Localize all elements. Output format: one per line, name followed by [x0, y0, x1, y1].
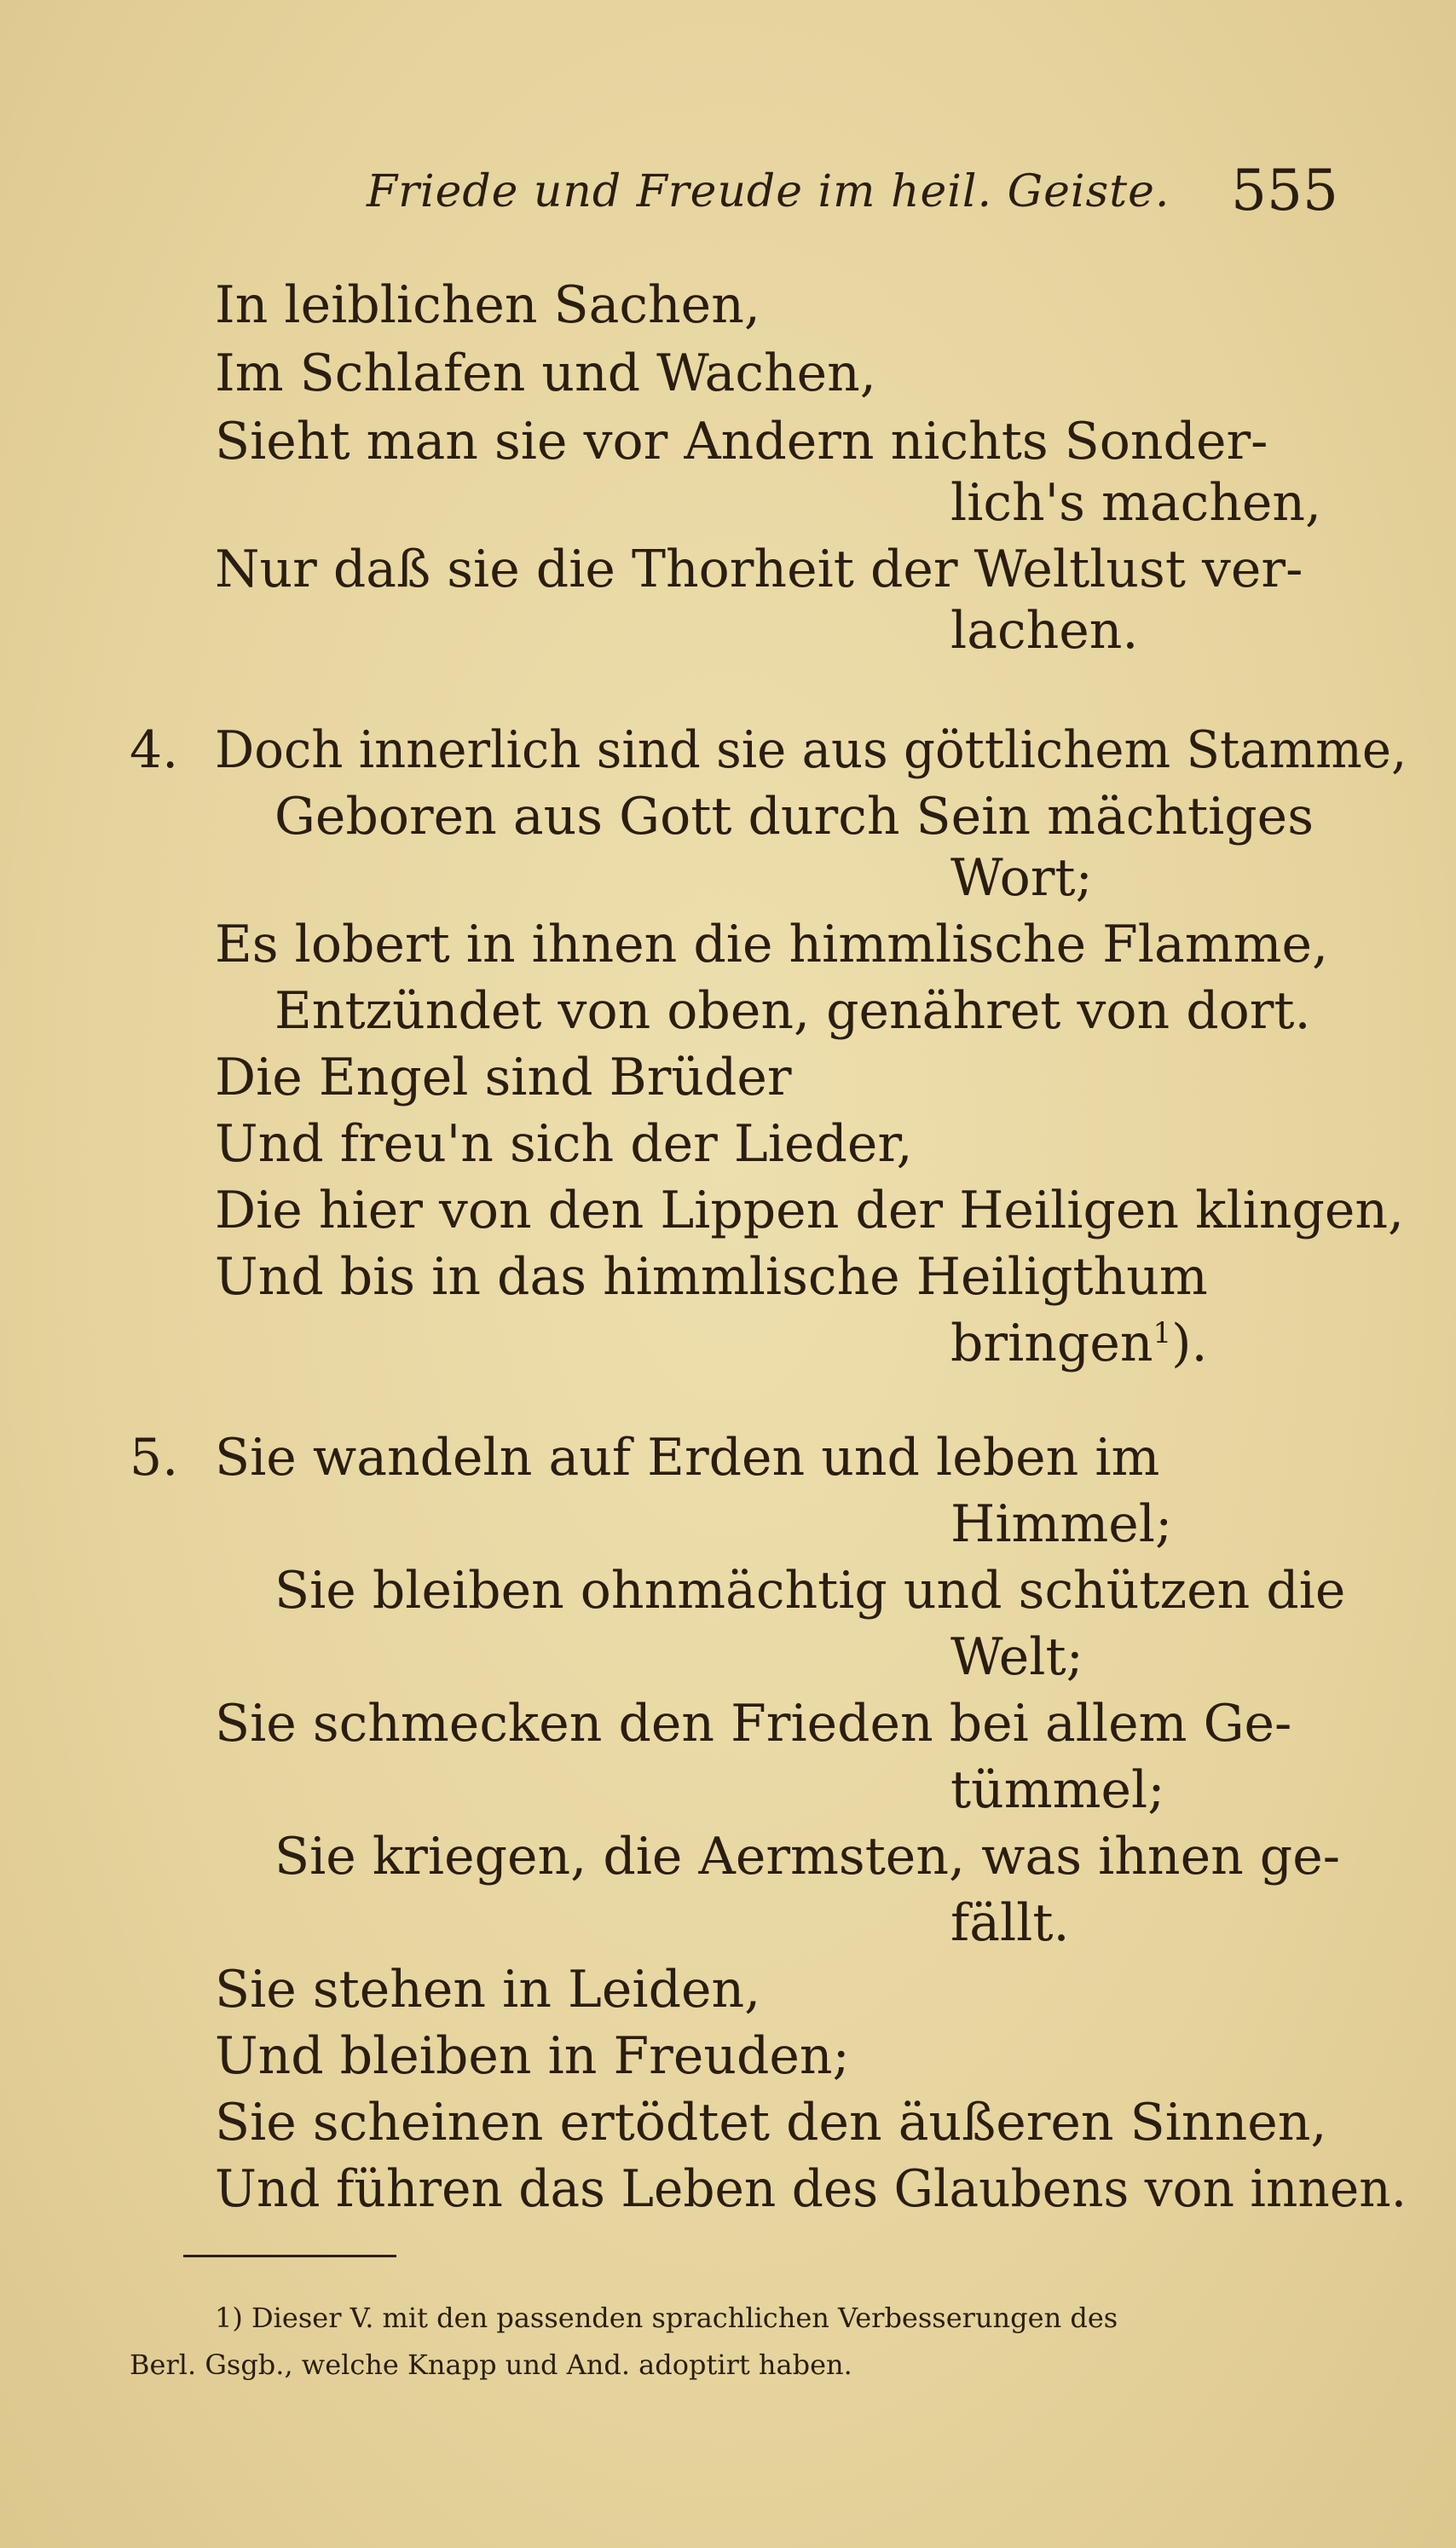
- footnote-marker: 1: [1153, 1316, 1172, 1350]
- verse-line-continuation: Wort;: [950, 848, 1093, 908]
- verse-line: Sie schmecken den Frieden bei allem Ge-: [215, 1694, 1292, 1754]
- verse-line: Entzündet von oben, genähret von dort.: [274, 981, 1311, 1041]
- verse-line: Sie bleiben ohnmächtig und schützen die: [274, 1561, 1346, 1621]
- verse-line-continuation: [950, 1309, 1208, 1378]
- verse-line-continuation: lachen.: [950, 601, 1139, 661]
- stanza-number: 4.: [130, 720, 179, 780]
- verse-line: Nur daß sie die Thorheit der Weltlust ver-: [215, 540, 1303, 599]
- verse-line: Sie wandeln auf Erden und leben im: [215, 1428, 1160, 1488]
- verse-line: Im Schlafen und Wachen,: [215, 344, 876, 403]
- verse-line: Geboren aus Gott durch Sein mächtiges: [274, 787, 1314, 846]
- page-header: [367, 158, 1338, 226]
- verse-line-continuation: Himmel;: [950, 1494, 1173, 1554]
- running-title: Friede und Freude im heil. Geiste.: [367, 166, 1170, 217]
- verse-text: bringen: [950, 1314, 1153, 1373]
- verse-line: Sie stehen in Leiden,: [215, 1960, 761, 2019]
- verse-line: Und freu'n sich der Lieder,: [215, 1114, 913, 1174]
- footnote-marker-suffix: ).: [1171, 1314, 1208, 1373]
- stanza-number: 5.: [130, 1428, 179, 1488]
- verse-line: Die hier von den Lippen der Heiligen klingen,: [215, 1181, 1405, 1240]
- footnote-line: 1) Dieser V. mit den passenden sprachlichen Verbesserungen des: [215, 2302, 1118, 2334]
- verse-line-continuation: lich's machen,: [950, 473, 1322, 533]
- verse-line-continuation: Welt;: [950, 1627, 1083, 1687]
- verse-line: Sie kriegen, die Aermsten, was ihnen ge-: [274, 1827, 1340, 1886]
- page-number: 555: [1231, 158, 1338, 223]
- footnote-line: Berl. Gsgb., welche Knapp und And. adoptirt haben.: [130, 2349, 852, 2381]
- verse-line-continuation: tümmel;: [950, 1760, 1165, 1820]
- footnote-rule: [183, 2255, 396, 2257]
- verse-line: Und bis in das himmlische Heiligthum: [215, 1247, 1208, 1307]
- verse-line: Die Engel sind Brüder: [215, 1048, 792, 1107]
- verse-line: Sieht man sie vor Andern nichts Sonder-: [215, 412, 1268, 471]
- verse-line: In leiblichen Sachen,: [215, 275, 760, 335]
- verse-line: Sie scheinen ertödtet den äußeren Sinnen,: [215, 2093, 1327, 2152]
- verse-line: Es lobert in ihnen die himmlische Flamme,: [215, 915, 1329, 974]
- verse-line-continuation: fällt.: [950, 1893, 1070, 1953]
- verse-line: Und bleiben in Freuden;: [215, 2026, 850, 2086]
- verse-line: Und führen das Leben des Glaubens von innen.: [215, 2159, 1407, 2219]
- verse-line: Doch innerlich sind sie aus göttlichem Stamme,: [215, 720, 1407, 780]
